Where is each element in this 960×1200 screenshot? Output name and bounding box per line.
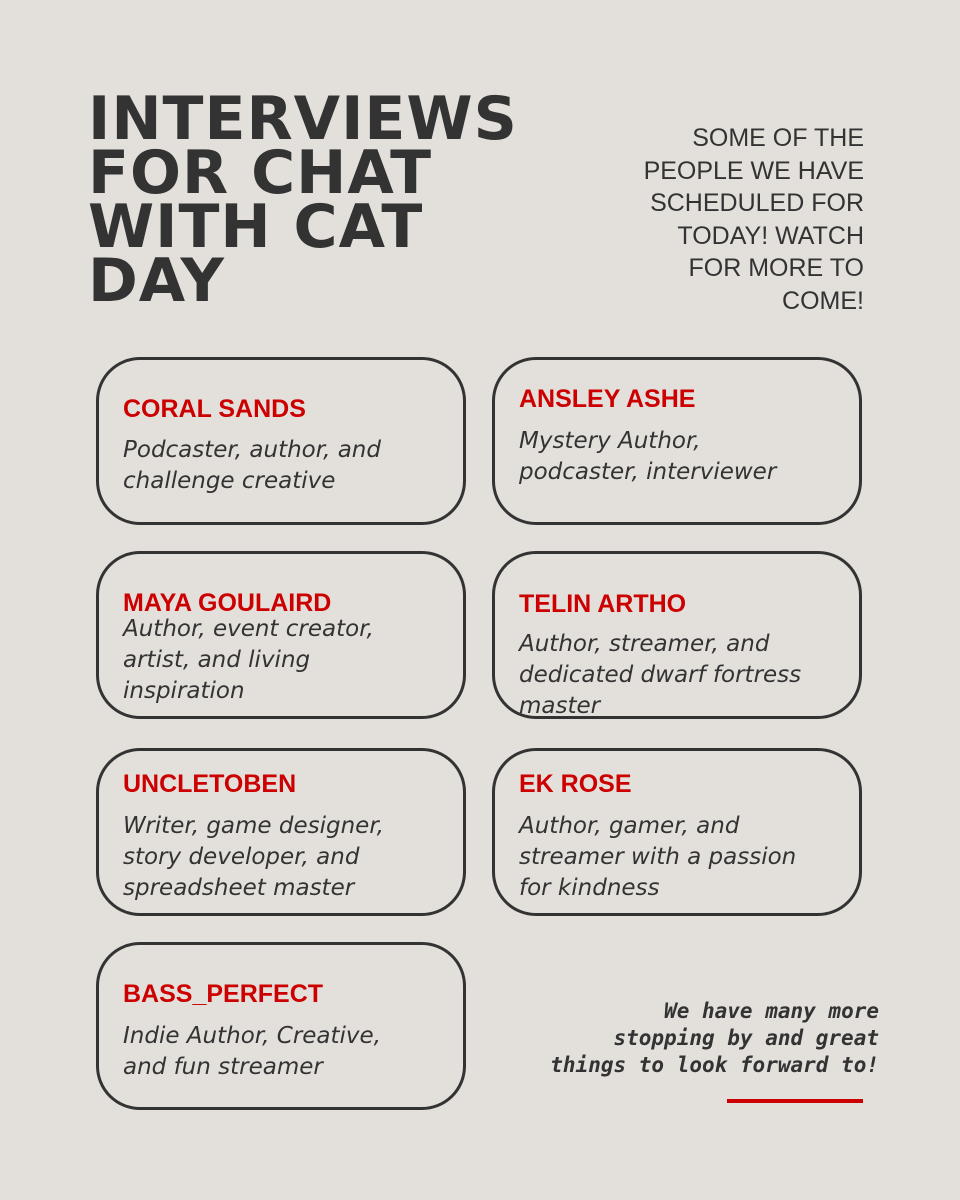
guest-description-line: challenge creative [123,468,336,494]
guest-description-line: Podcaster, author, and [123,437,381,463]
guest-description-line: story developer, and [123,844,360,870]
guest-description-line: artist, and living [123,647,311,673]
page-title [88,84,628,316]
intro-line: FOR MORE TO [688,254,864,282]
guest-description-line: podcaster, interviewer [519,459,777,485]
closing-note [479,998,879,1079]
guest-description [519,426,869,488]
guest-description-line: streamer with a passion [519,844,797,870]
intro-line: PEOPLE WE HAVE [643,156,864,185]
intro-line: TODAY! WATCH [677,221,864,250]
guest-name: EK ROSE [519,770,632,798]
guest-name: BASS_PERFECT [123,980,324,1008]
guest-description-line: Author, streamer, and [519,631,770,657]
guest-name: CORAL SANDS [123,395,306,423]
guest-description [519,811,869,904]
title-line: FOR CHAT [88,138,433,208]
guest-name: ANSLEY ASHE [519,385,696,413]
guest-description-line: Author, event creator, [123,616,374,642]
guest-description-line: dedicated dwarf fortress [519,662,802,688]
accent-divider [727,1099,863,1103]
intro-text [604,122,864,317]
intro-line: SCHEDULED FOR [650,189,864,217]
guest-description-line: for kindness [519,875,660,901]
guest-card-telin-artho [492,551,862,719]
guest-name: UNCLETOBEN [123,770,297,798]
guest-card-maya-goulaird [96,551,466,719]
guest-name: TELIN ARTHO [519,590,687,618]
intro-line: COME! [782,286,864,315]
guest-name: MAYA GOULAIRD [123,589,332,617]
guest-card-ansley-ashe [492,357,862,525]
guest-description [519,629,869,722]
guest-description-line: and fun streamer [123,1054,323,1080]
guest-description-line: Writer, game designer, [123,813,384,839]
title-line: INTERVIEWS [88,84,518,154]
guest-card-ek-rose [492,748,862,916]
guest-description-line: spreadsheet master [123,875,355,901]
guest-description-line: Author, gamer, and [519,813,740,839]
guest-description [123,435,473,497]
guest-description-line: Indie Author, Creative, [123,1023,381,1049]
title-line: WITH CAT [88,192,424,262]
guest-card-coral-sands [96,357,466,525]
guest-description-line: Mystery Author, [519,428,701,454]
intro-line: SOME OF THE [692,124,864,152]
guest-card-bass-perfect [96,942,466,1110]
closing-note-line: We have many more [664,999,879,1023]
closing-note-line: things to look forward to! [550,1053,879,1077]
closing-note-line: stopping by and great [613,1026,879,1050]
guest-card-uncletoben [96,748,466,916]
guest-description [123,1021,473,1083]
guest-description-line: inspiration [123,678,245,704]
title-line: DAY [88,246,225,316]
guest-description-line: master [519,693,601,719]
guest-description [123,811,473,904]
guest-description [123,614,473,707]
